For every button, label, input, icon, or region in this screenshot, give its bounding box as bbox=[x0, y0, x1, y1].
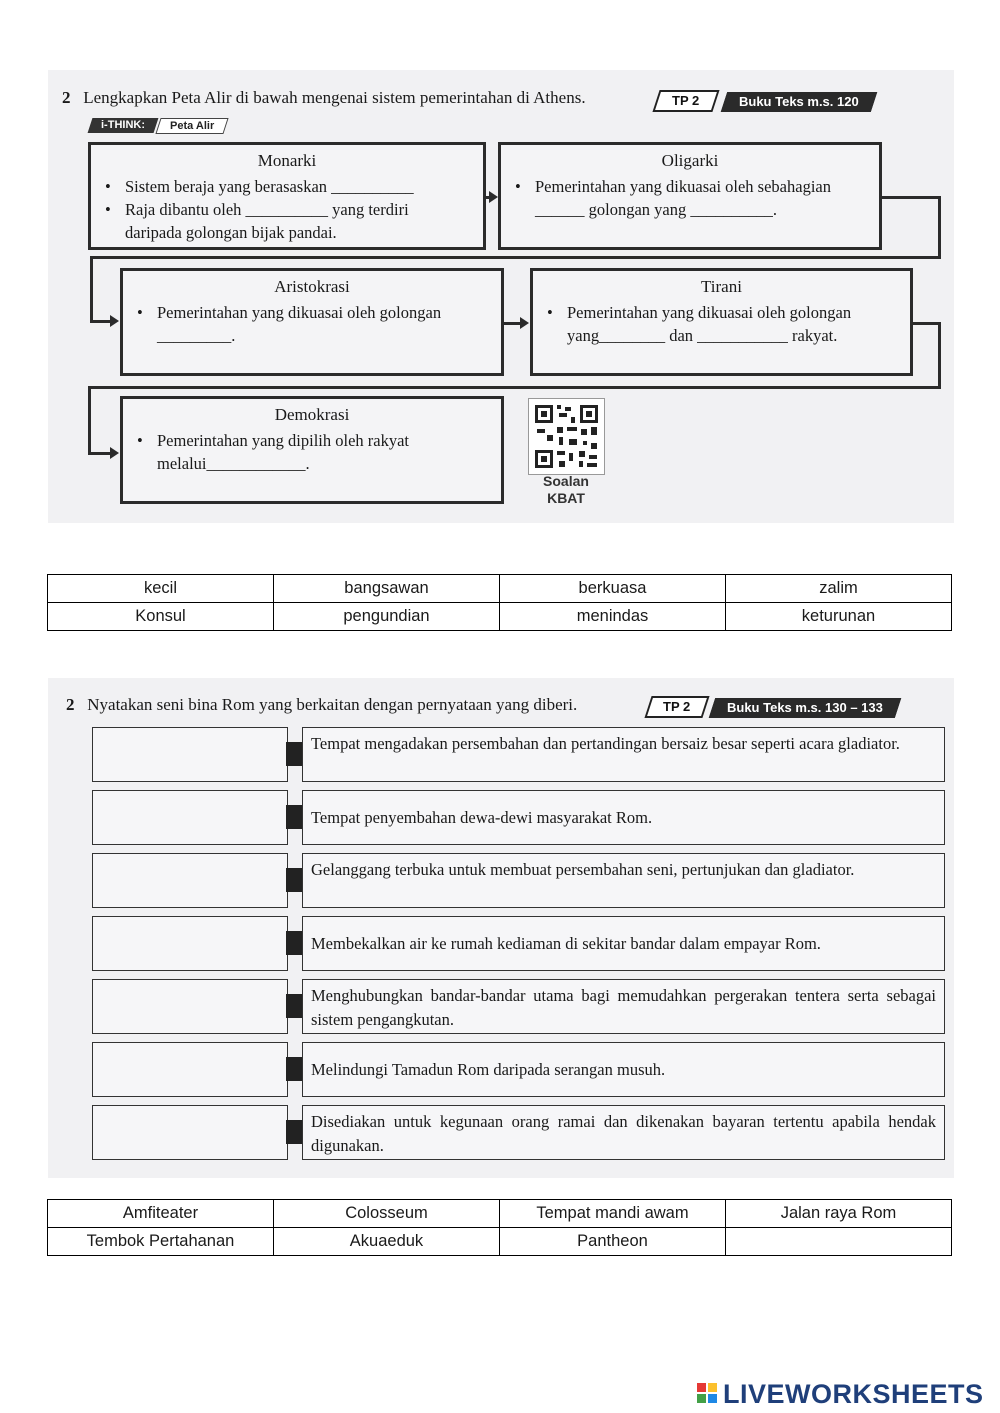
word-cell: Akuaeduk bbox=[274, 1228, 500, 1256]
arrow-to-aristokrasi bbox=[110, 315, 119, 327]
demokrasi-line-2: melalui____________. bbox=[157, 454, 310, 473]
demokrasi-box bbox=[120, 396, 504, 504]
connector-row1-row2 bbox=[90, 256, 941, 259]
oligarki-line-1: • Pemerintahan yang dikuasai oleh sebahagian bbox=[535, 175, 879, 198]
table-row bbox=[48, 1200, 952, 1228]
question-2-text: Nyatakan seni bina Rom yang berkaitan dengan pernyataan yang diberi. bbox=[87, 695, 578, 714]
aristokrasi-line-2: _________. bbox=[157, 326, 236, 345]
question-1-text: Lengkapkan Peta Alir di bawah mengenai sistem pemerintahan di Athens. bbox=[83, 88, 586, 107]
statement-4: Membekalkan air ke rumah kediaman di sekitar bandar dalam empayar Rom. bbox=[302, 916, 945, 971]
answer-box-1[interactable] bbox=[92, 727, 288, 782]
oligarki-box bbox=[498, 142, 882, 250]
word-cell: bangsawan bbox=[274, 575, 500, 603]
connector-knob bbox=[286, 742, 302, 766]
question-2-number: 2 bbox=[66, 695, 75, 714]
monarki-line-3: daripada golongan bijak pandai. bbox=[125, 223, 337, 242]
aristokrasi-title: Aristokrasi bbox=[274, 277, 350, 296]
aristokrasi-box bbox=[120, 268, 504, 376]
word-bank-2 bbox=[47, 1199, 952, 1256]
answer-box-2[interactable] bbox=[92, 790, 288, 845]
connector-left-down-2 bbox=[88, 386, 91, 454]
monarki-title: Monarki bbox=[257, 151, 317, 170]
word-cell bbox=[726, 1228, 952, 1256]
oligarki-line-2: ______ golongan yang __________. bbox=[535, 200, 777, 219]
connector-oligarki-right bbox=[882, 196, 940, 199]
arrow-to-tirani bbox=[520, 317, 529, 329]
statement-7: Disediakan untuk kegunaan orang ramai dan dikenakan bayaran tertentu apabila hendak digunakan. bbox=[302, 1105, 945, 1160]
connector-knob bbox=[286, 805, 302, 829]
connector-knob bbox=[286, 1120, 302, 1144]
soalan-kbat-label: Soalan KBAT bbox=[543, 473, 589, 506]
arrow-to-oligarki bbox=[489, 191, 498, 203]
word-cell: Pantheon bbox=[500, 1228, 726, 1256]
word-cell: Amfiteater bbox=[48, 1200, 274, 1228]
ithink-tag: i-THINK: bbox=[88, 118, 159, 133]
table-row bbox=[48, 1228, 952, 1256]
tirani-title: Tirani bbox=[701, 277, 742, 296]
tirani-line-2: yang________ dan ___________ rakyat. bbox=[567, 326, 838, 345]
buku-teks-tag: Buku Teks m.s. 120 bbox=[721, 92, 877, 112]
word-cell: Colosseum bbox=[274, 1200, 500, 1228]
liveworksheets-brand: LIVEWORKSHEETS bbox=[723, 1378, 984, 1409]
word-cell: berkuasa bbox=[500, 575, 726, 603]
monarki-line-1: • Sistem beraja yang berasaskan __________ bbox=[125, 175, 483, 198]
answer-box-5[interactable] bbox=[92, 979, 288, 1034]
question-2 bbox=[66, 695, 577, 715]
word-cell: Konsul bbox=[48, 603, 274, 631]
statement-2: Tempat penyembahan dewa-dewi masyarakat Rom. bbox=[302, 790, 945, 845]
answer-box-6[interactable] bbox=[92, 1042, 288, 1097]
aristokrasi-line-1: • Pemerintahan yang dikuasai oleh golongan bbox=[157, 301, 501, 324]
word-cell: zalim bbox=[726, 575, 952, 603]
tp-tag: TP 2 bbox=[652, 90, 719, 112]
connector-knob bbox=[286, 1057, 302, 1081]
word-cell: pengundian bbox=[274, 603, 500, 631]
connector-knob bbox=[286, 931, 302, 955]
demokrasi-title: Demokrasi bbox=[274, 405, 350, 424]
oligarki-title: Oligarki bbox=[661, 151, 719, 170]
connector-knob bbox=[286, 994, 302, 1018]
word-cell: kecil bbox=[48, 575, 274, 603]
connector-to-demokrasi bbox=[88, 452, 112, 455]
peta-alir-tag: Peta Alir bbox=[155, 118, 228, 134]
table-row bbox=[48, 575, 952, 603]
word-cell: Jalan raya Rom bbox=[726, 1200, 952, 1228]
statement-3: Gelanggang terbuka untuk membuat persembahan seni, pertunjukan dan gladiator. bbox=[302, 853, 945, 908]
question-1 bbox=[62, 88, 586, 108]
word-cell: keturunan bbox=[726, 603, 952, 631]
connector-oligarki-down bbox=[938, 196, 941, 258]
statement-5: Menghubungkan bandar-bandar utama bagi memudahkan pergerakan tentera serta sebagai sistem pengangkutan. bbox=[302, 979, 945, 1034]
table-row bbox=[48, 603, 952, 631]
connector-left-down-1 bbox=[90, 256, 93, 322]
liveworksheets-logo bbox=[697, 1376, 984, 1412]
connector-tirani-right bbox=[913, 322, 940, 325]
tirani-box bbox=[530, 268, 913, 376]
answer-box-7[interactable] bbox=[92, 1105, 288, 1160]
arrow-to-demokrasi bbox=[110, 447, 119, 459]
question-1-number: 2 bbox=[62, 88, 71, 107]
monarki-line-2: • Raja dibantu oleh __________ yang terdiri bbox=[125, 198, 483, 221]
word-cell: Tempat mandi awam bbox=[500, 1200, 726, 1228]
tp-tag-2: TP 2 bbox=[644, 696, 709, 718]
connector-knob bbox=[286, 868, 302, 892]
liveworksheets-logo-icon bbox=[697, 1383, 719, 1405]
word-bank-1 bbox=[47, 574, 952, 631]
word-cell: Tembok Pertahanan bbox=[48, 1228, 274, 1256]
word-cell: menindas bbox=[500, 603, 726, 631]
tirani-line-1: • Pemerintahan yang dikuasai oleh golongan bbox=[567, 301, 910, 324]
statement-6: Melindungi Tamadun Rom daripada serangan musuh. bbox=[302, 1042, 945, 1097]
answer-box-3[interactable] bbox=[92, 853, 288, 908]
statement-1: Tempat mengadakan persembahan dan pertandingan bersaiz besar seperti acara gladiator. bbox=[302, 727, 945, 782]
connector-tirani-down bbox=[938, 322, 941, 388]
connector-row2-row3 bbox=[88, 386, 941, 389]
qr-code-icon bbox=[528, 398, 605, 475]
buku-teks-tag-2: Buku Teks m.s. 130 – 133 bbox=[709, 698, 901, 718]
answer-box-4[interactable] bbox=[92, 916, 288, 971]
monarki-box bbox=[88, 142, 486, 250]
connector-to-aristokrasi bbox=[90, 320, 112, 323]
demokrasi-line-1: • Pemerintahan yang dipilih oleh rakyat bbox=[157, 429, 501, 452]
